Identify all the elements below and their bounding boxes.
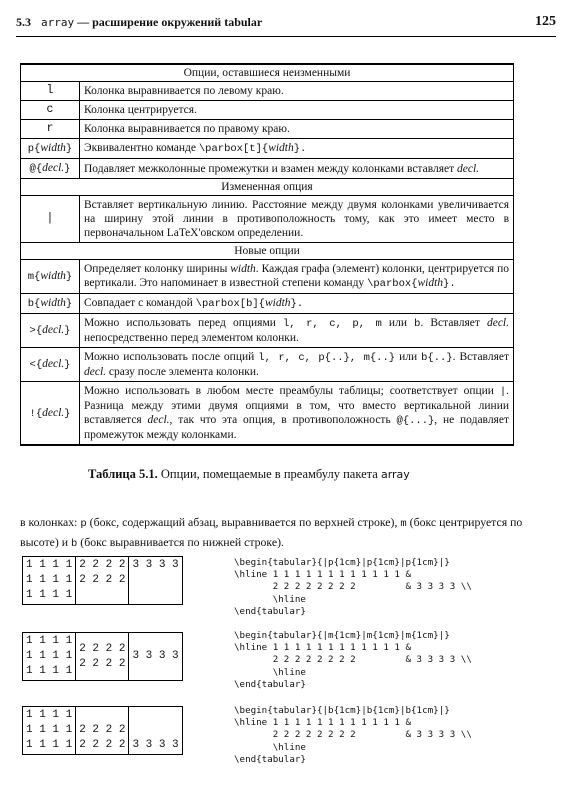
table-row [21,314,514,348]
table-row [21,348,514,382]
section-label: Измененная опция [21,179,514,196]
example-table-p [22,556,183,605]
section-title: — расширение окружений tabular [74,15,263,29]
table-row [21,101,514,120]
example-cell: 3 3 3 3 [129,707,182,755]
example-cell: 2 2 2 2 2 2 2 2 [76,707,129,755]
description-cell: Определяет колонку ширины width. Каждая графа (элемент) колонки, центрируется по вертикали. Это напоминает в известной степени команду \parbox{width}. [80,260,514,294]
option-cell: >{decl.} [21,314,80,348]
description-cell: Совпадает с командой \parbox[b]{width}. [80,294,514,314]
description-cell: Колонка выравнивается по правому краю. [80,120,514,139]
option-cell: p{width} [21,139,80,159]
example-code-m: \begin{tabular}{|m{1cm}|m{1cm}|m{1cm}|} \hline 1 1 1 1 1 1 1 1 1 1 1 1 & 2 2 2 2 2 2 2 2 & 3 3 3 3 \\ \hline \end{tabular} [234,630,472,690]
table-row [21,120,514,139]
example-cell: 1 1 1 1 1 1 1 1 1 1 1 1 [23,557,76,605]
option-cell: @{decl.} [21,159,80,179]
example-cell: 2 2 2 2 2 2 2 2 [76,633,129,681]
description-cell: Подавляет межколонные промежутки и взамен между колонками вставляет decl. [80,159,514,179]
section-label: Опции, оставшиеся неизменными [21,64,514,82]
section-heading [16,15,262,30]
option-cell: r [21,120,80,139]
page-number: 125 [535,14,556,29]
body-paragraph: в колонках: p (бокс, содержащий абзац, выравнивается по верхней строке), m (бокс центрируется по высоте) и b (бокс выравнивается по нижней строке). [20,515,523,550]
section-prefix: array [41,16,75,29]
table-row [21,196,514,243]
option-cell: !{decl.} [21,382,80,446]
example-cell: 2 2 2 2 2 2 2 2 [76,557,129,605]
caption-label: Таблица 5.1. [88,467,158,481]
description-cell: Эквивалентно команде \parbox[t]{width}. [80,139,514,159]
table-row [23,707,183,755]
example-cell: 3 3 3 3 [129,557,182,605]
option-cell: <{decl.} [21,348,80,382]
example-cell: 1 1 1 1 1 1 1 1 1 1 1 1 [23,633,76,681]
table-row [21,82,514,101]
table-row [21,294,514,314]
description-cell: Колонка выравнивается по левому краю. [80,82,514,101]
description-cell: Можно использовать в любом месте преамбулы таблицы; соответствует опции |. Разница между этими двумя опциями в том, что вместо вертикальной линии вставляется decl., так что эта опция, в противоположность @{...}, не подавляет промежуток между колонками. [80,382,514,446]
table-row [21,260,514,294]
example-code-b: \begin{tabular}{|b{1cm}|b{1cm}|b{1cm}|} \hline 1 1 1 1 1 1 1 1 1 1 1 1 & 2 2 2 2 2 2 2 2 & 3 3 3 3 \\ \hline \end{tabular} [234,705,472,765]
section-label: Новые опции [21,243,514,260]
description-cell: Колонка центрируется. [80,101,514,120]
table-row [21,159,514,179]
caption-text: Опции, помещаемые в преамбулу пакета [157,467,381,481]
option-cell: b{width} [21,294,80,314]
section-row-unchanged [21,64,514,82]
table-row [21,139,514,159]
option-cell: | [21,196,80,243]
example-cell: 1 1 1 1 1 1 1 1 1 1 1 1 [23,707,76,755]
options-table [20,63,514,446]
description-cell: Можно использовать после опций l, r, c, p{..}, m{..} или b{..}. Вставляет decl. сразу после элемента колонки. [80,348,514,382]
running-header [16,12,556,37]
latex-logo: LaTeX [166,227,199,239]
example-table-b [22,706,183,755]
description-cell: Вставляет вертикальную линию. Расстояние между двумя колонками увеличивается на ширину этой линии в противоположность тому, как это имеет место в первоначальном LaTeX'овском определении. [80,196,514,243]
table-caption [88,467,410,482]
example-cell: 3 3 3 3 [129,633,182,681]
option-cell: c [21,101,80,120]
section-row-new [21,243,514,260]
table-row [23,557,183,605]
table-row [21,382,514,446]
section-number: 5.3 [16,15,31,29]
caption-package: array [380,468,410,481]
section-row-changed [21,179,514,196]
option-cell: m{width} [21,260,80,294]
description-cell: Можно использовать перед опциями l, r, c, p, m или b. Вставляет decl. непосредственно перед элементом колонки. [80,314,514,348]
example-code-p: \begin{tabular}{|p{1cm}|p{1cm}|p{1cm}|} \hline 1 1 1 1 1 1 1 1 1 1 1 1 & 2 2 2 2 2 2 2 2 & 3 3 3 3 \\ \hline \end{tabular} [234,557,472,617]
table-row [23,633,183,681]
example-table-m [22,632,183,681]
option-cell: l [21,82,80,101]
